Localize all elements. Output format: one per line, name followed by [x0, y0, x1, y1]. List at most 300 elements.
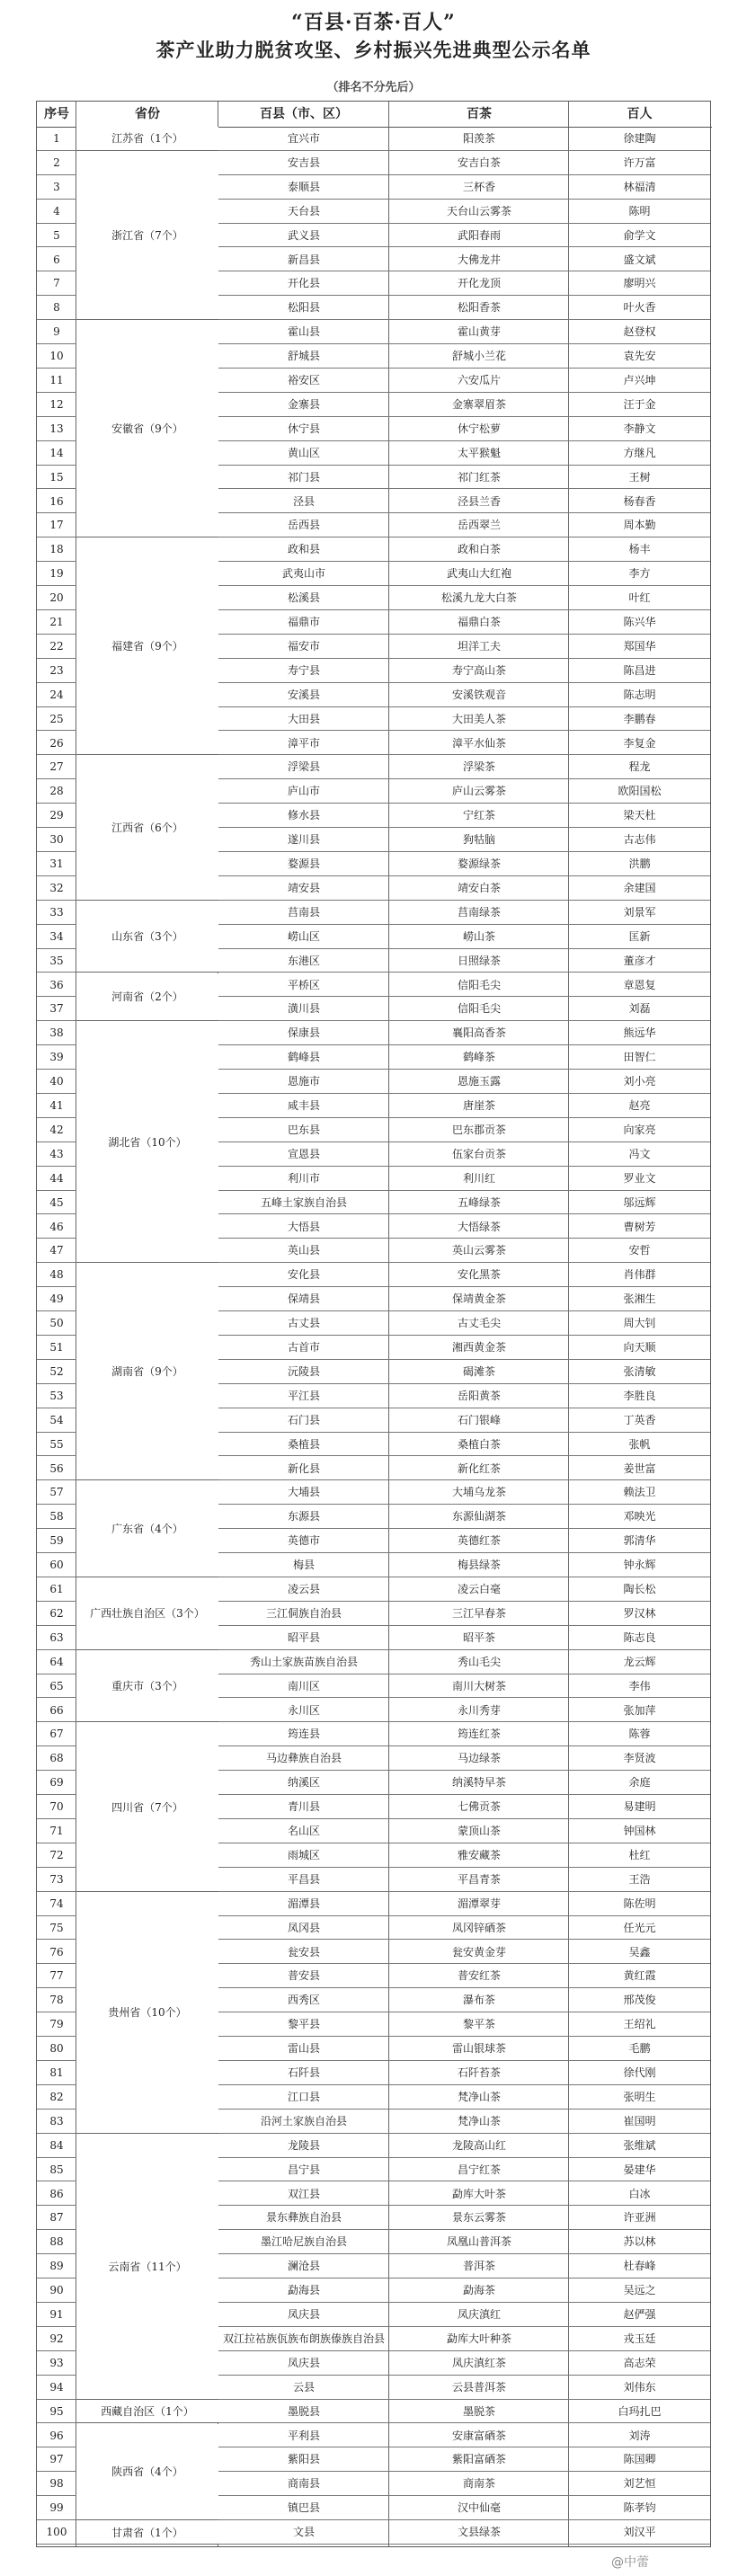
cell-no: 39 — [37, 1045, 76, 1070]
cell-county: 英德市 — [218, 1529, 389, 1553]
cell-county: 宜兴市 — [218, 127, 389, 151]
cell-person: 杜春峰 — [569, 2254, 710, 2278]
cell-tea: 七佛贡茶 — [389, 1795, 569, 1819]
cell-person: 邬远辉 — [569, 1191, 710, 1215]
cell-county: 崂山区 — [218, 925, 389, 949]
cell-tea: 坦洋工夫 — [389, 635, 569, 659]
cell-no: 45 — [37, 1191, 76, 1215]
cell-county: 三江侗族自治县 — [218, 1602, 389, 1626]
cell-person: 张明生 — [569, 2085, 710, 2110]
cell-no: 70 — [37, 1795, 76, 1819]
cell-county: 宣恩县 — [218, 1142, 389, 1167]
cell-tea: 浮梁茶 — [389, 755, 569, 779]
cell-tea: 雷山银球茶 — [389, 2037, 569, 2061]
cell-person: 邢茂俊 — [569, 1988, 710, 2012]
cell-province: 湖北省（10个） — [76, 1021, 218, 1263]
cell-no: 9 — [37, 320, 76, 344]
cell-no: 89 — [37, 2254, 76, 2278]
cell-no: 77 — [37, 1964, 76, 1988]
cell-tea: 狗牯脑 — [389, 828, 569, 852]
cell-county: 岳西县 — [218, 513, 389, 537]
cell-tea: 普洱茶 — [389, 2254, 569, 2278]
cell-person: 钟永辉 — [569, 1553, 710, 1577]
cell-no: 87 — [37, 2206, 76, 2230]
cell-no: 58 — [37, 1505, 76, 1529]
cell-person: 陶长松 — [569, 1577, 710, 1602]
cell-person: 陈昌进 — [569, 659, 710, 683]
cell-no: 13 — [37, 417, 76, 441]
cell-county: 霍山县 — [218, 320, 389, 344]
cell-person: 杜红 — [569, 1843, 710, 1868]
cell-tea: 政和白茶 — [389, 537, 569, 562]
cell-county: 安吉县 — [218, 151, 389, 175]
cell-province: 重庆市（3个） — [76, 1650, 218, 1723]
cell-tea: 石阡苔茶 — [389, 2061, 569, 2085]
header-tea: 百茶 — [467, 107, 492, 121]
cell-no: 55 — [37, 1433, 76, 1457]
cell-tea: 三江早春茶 — [389, 1602, 569, 1626]
cell-person: 向家亮 — [569, 1118, 710, 1142]
cell-county: 商南县 — [218, 2472, 389, 2496]
cell-county: 文县 — [218, 2520, 389, 2545]
cell-no: 21 — [37, 610, 76, 635]
cell-county: 普安县 — [218, 1964, 389, 1988]
cell-province: 甘肃省（1个） — [76, 2520, 218, 2545]
cell-county: 江口县 — [218, 2085, 389, 2110]
cell-person: 盛文斌 — [569, 248, 710, 272]
cell-county: 墨脱县 — [218, 2400, 389, 2424]
cell-person: 余庭 — [569, 1771, 710, 1795]
cell-no: 81 — [37, 2061, 76, 2085]
cell-person: 罗业文 — [569, 1167, 710, 1191]
cell-no: 38 — [37, 1021, 76, 1045]
cell-tea: 商南茶 — [389, 2472, 569, 2496]
cell-tea: 大佛龙井 — [389, 248, 569, 272]
cell-person: 肖伟群 — [569, 1263, 710, 1287]
cell-person: 戎玉廷 — [569, 2327, 710, 2351]
cell-person: 欧阳国松 — [569, 779, 710, 804]
cell-no: 25 — [37, 707, 76, 732]
cell-person: 吴远之 — [569, 2278, 710, 2303]
cell-person: 丁英香 — [569, 1408, 710, 1433]
cell-tea: 松阳香茶 — [389, 296, 569, 320]
cell-county: 沿河土家族自治县 — [218, 2110, 389, 2134]
cell-tea: 岳阳黄茶 — [389, 1384, 569, 1408]
cell-no: 2 — [37, 151, 76, 175]
cell-tea: 阳羡茶 — [389, 127, 569, 151]
cell-no: 4 — [37, 200, 76, 224]
cell-county: 莒南县 — [218, 901, 389, 925]
cell-tea: 永川秀芽 — [389, 1699, 569, 1723]
cell-no: 99 — [37, 2496, 76, 2520]
cell-person: 王绍礼 — [569, 2012, 710, 2037]
cell-tea: 安吉白茶 — [389, 151, 569, 175]
cell-county: 瓮安县 — [218, 1941, 389, 1965]
cell-no: 26 — [37, 732, 76, 756]
cell-province: 福建省（9个） — [76, 537, 218, 755]
cell-tea: 古丈毛尖 — [389, 1311, 569, 1336]
cell-county: 祁门县 — [218, 466, 389, 490]
cell-person: 邓映光 — [569, 1505, 710, 1529]
cell-tea: 桑植白茶 — [389, 1433, 569, 1457]
cell-county: 南川区 — [218, 1674, 389, 1699]
cell-county: 福鼎市 — [218, 610, 389, 635]
cell-county: 大悟县 — [218, 1215, 389, 1239]
cell-no: 67 — [37, 1722, 76, 1746]
cell-person: 熊远华 — [569, 1021, 710, 1045]
cell-tea: 利川红 — [389, 1167, 569, 1191]
cell-tea: 瀑布茶 — [389, 1988, 569, 2012]
cell-county: 凌云县 — [218, 1577, 389, 1602]
cell-tea: 庐山云雾茶 — [389, 779, 569, 804]
cell-tea: 大悟绿茶 — [389, 1215, 569, 1239]
cell-person: 李方 — [569, 562, 710, 586]
cell-person: 刘小亮 — [569, 1070, 710, 1094]
cell-county: 休宁县 — [218, 417, 389, 441]
cell-tea: 普安红茶 — [389, 1964, 569, 1988]
cell-no: 63 — [37, 1626, 76, 1650]
cell-no: 54 — [37, 1408, 76, 1433]
cell-no: 40 — [37, 1070, 76, 1094]
title-line-1: “百县·百茶·百人” — [291, 11, 456, 34]
cell-no: 95 — [37, 2400, 76, 2424]
cell-county: 秀山土家族苗族自治县 — [218, 1650, 389, 1674]
cell-no: 83 — [37, 2110, 76, 2134]
cell-no: 14 — [37, 441, 76, 466]
cell-person: 刘景军 — [569, 901, 710, 925]
cell-no: 68 — [37, 1746, 76, 1771]
cell-county: 石阡县 — [218, 2061, 389, 2085]
cell-tea: 婺源绿茶 — [389, 852, 569, 876]
cell-county: 湄潭县 — [218, 1892, 389, 1916]
cell-tea: 梵净山茶 — [389, 2110, 569, 2134]
cell-person: 赵亮 — [569, 1094, 710, 1118]
cell-county: 武夷山市 — [218, 562, 389, 586]
cell-person: 王浩 — [569, 1868, 710, 1892]
cell-no: 66 — [37, 1699, 76, 1723]
cell-county: 安化县 — [218, 1263, 389, 1287]
cell-person: 徐代刚 — [569, 2061, 710, 2085]
cell-county: 石门县 — [218, 1408, 389, 1433]
cell-tea: 大田美人茶 — [389, 707, 569, 732]
cell-no: 41 — [37, 1094, 76, 1118]
cell-tea: 东源仙湖茶 — [389, 1505, 569, 1529]
cell-no: 3 — [37, 175, 76, 200]
cell-county: 黎平县 — [218, 2012, 389, 2037]
cell-county: 凤庆县 — [218, 2303, 389, 2327]
cell-tea: 恩施玉露 — [389, 1070, 569, 1094]
cell-person: 刘艺恒 — [569, 2472, 710, 2496]
ranking-note: （排名不分先后） — [326, 81, 421, 94]
cell-person: 钟国林 — [569, 1819, 710, 1843]
cell-person: 白玛扎巴 — [569, 2400, 710, 2424]
cell-person: 姜世富 — [569, 1457, 710, 1481]
cell-no: 6 — [37, 248, 76, 272]
cell-no: 33 — [37, 901, 76, 925]
cell-no: 96 — [37, 2424, 76, 2448]
cell-county: 新化县 — [218, 1457, 389, 1481]
cell-tea: 汉中仙毫 — [389, 2496, 569, 2520]
cell-county: 咸丰县 — [218, 1094, 389, 1118]
cell-no: 93 — [37, 2351, 76, 2376]
cell-person: 李贤波 — [569, 1746, 710, 1771]
cell-no: 28 — [37, 779, 76, 804]
cell-tea: 信阳毛尖 — [389, 997, 569, 1021]
cell-no: 46 — [37, 1215, 76, 1239]
cell-county: 婺源县 — [218, 852, 389, 876]
cell-no: 72 — [37, 1843, 76, 1868]
cell-tea: 福鼎白茶 — [389, 610, 569, 635]
cell-tea: 信阳毛尖 — [389, 973, 569, 998]
cell-tea: 宁红茶 — [389, 804, 569, 828]
cell-tea: 休宁松萝 — [389, 417, 569, 441]
cell-no: 18 — [37, 537, 76, 562]
cell-no: 88 — [37, 2230, 76, 2254]
cell-tea: 湘西黄金茶 — [389, 1336, 569, 1360]
cell-no: 49 — [37, 1287, 76, 1311]
cell-no: 50 — [37, 1311, 76, 1336]
cell-person: 郑国华 — [569, 635, 710, 659]
cell-person: 曹树芳 — [569, 1215, 710, 1239]
cell-no: 59 — [37, 1529, 76, 1553]
cell-no: 8 — [37, 296, 76, 320]
cell-county: 武义县 — [218, 224, 389, 248]
cell-person: 卢兴坤 — [569, 369, 710, 393]
cell-person: 晏建华 — [569, 2158, 710, 2182]
cell-person: 徐建陶 — [569, 127, 710, 151]
cell-person: 黄红霞 — [569, 1964, 710, 1988]
cell-tea: 泾县兰香 — [389, 490, 569, 514]
cell-person: 赵俨强 — [569, 2303, 710, 2327]
cell-no: 17 — [37, 513, 76, 537]
cell-no: 91 — [37, 2303, 76, 2327]
cell-tea: 碣滩茶 — [389, 1360, 569, 1384]
cell-tea: 英山云雾茶 — [389, 1239, 569, 1263]
cell-province: 山东省（3个） — [76, 901, 218, 973]
cell-person: 林福清 — [569, 175, 710, 200]
cell-no: 47 — [37, 1239, 76, 1263]
cell-person: 刘伟东 — [569, 2376, 710, 2400]
cell-person: 洪鹏 — [569, 852, 710, 876]
cell-county: 安溪县 — [218, 683, 389, 707]
cell-tea: 天台山云雾茶 — [389, 200, 569, 224]
cell-province: 陕西省（4个） — [76, 2424, 218, 2521]
cell-no: 42 — [37, 1118, 76, 1142]
cell-county: 勐海县 — [218, 2278, 389, 2303]
cell-person: 余建国 — [569, 876, 710, 901]
cell-person: 李鹏春 — [569, 707, 710, 732]
cell-county: 政和县 — [218, 537, 389, 562]
cell-tea: 莒南绿茶 — [389, 901, 569, 925]
cell-no: 52 — [37, 1360, 76, 1384]
cell-province: 广东省（4个） — [76, 1480, 218, 1577]
cell-no: 56 — [37, 1457, 76, 1481]
cell-person: 袁先安 — [569, 344, 710, 369]
cell-province: 贵州省（10个） — [76, 1892, 218, 2134]
cell-tea: 梵净山茶 — [389, 2085, 569, 2110]
cell-tea: 平昌青茶 — [389, 1868, 569, 1892]
cell-person: 陈蓉 — [569, 1722, 710, 1746]
cell-no: 27 — [37, 755, 76, 779]
cell-person: 汪于金 — [569, 393, 710, 417]
cell-tea: 文县绿茶 — [389, 2520, 569, 2545]
cell-tea: 凌云白毫 — [389, 1577, 569, 1602]
cell-no: 23 — [37, 659, 76, 683]
cell-person: 龙云辉 — [569, 1650, 710, 1674]
cell-no: 15 — [37, 466, 76, 490]
cell-tea: 太平猴魁 — [389, 441, 569, 466]
watermark: @中蕾 — [611, 2555, 649, 2570]
cell-person: 俞学文 — [569, 224, 710, 248]
cell-county: 青川县 — [218, 1795, 389, 1819]
cell-no: 32 — [37, 876, 76, 901]
cell-tea: 五峰绿茶 — [389, 1191, 569, 1215]
cell-no: 94 — [37, 2376, 76, 2400]
cell-person: 方继凡 — [569, 441, 710, 466]
cell-tea: 勐库大叶茶 — [389, 2182, 569, 2207]
cell-province: 云南省（11个） — [76, 2134, 218, 2400]
cell-person: 向天顺 — [569, 1336, 710, 1360]
cell-no: 37 — [37, 997, 76, 1021]
cell-tea: 霍山黄芽 — [389, 320, 569, 344]
cell-tea: 祁门红茶 — [389, 466, 569, 490]
cell-county: 纳溪区 — [218, 1771, 389, 1795]
cell-county: 大田县 — [218, 707, 389, 732]
cell-no: 71 — [37, 1819, 76, 1843]
header-person: 百人 — [627, 107, 653, 121]
cell-no: 90 — [37, 2278, 76, 2303]
cell-no: 65 — [37, 1674, 76, 1699]
cell-person: 陈志良 — [569, 1626, 710, 1650]
cell-person: 李伟 — [569, 1674, 710, 1699]
cell-tea: 三杯香 — [389, 175, 569, 200]
cell-county: 利川市 — [218, 1167, 389, 1191]
cell-person: 冯文 — [569, 1142, 710, 1167]
cell-tea: 大埔乌龙茶 — [389, 1480, 569, 1505]
cell-person: 白冰 — [569, 2182, 710, 2207]
cell-no: 36 — [37, 973, 76, 998]
cell-county: 名山区 — [218, 1819, 389, 1843]
cell-county: 大埔县 — [218, 1480, 389, 1505]
cell-tea: 安溪铁观音 — [389, 683, 569, 707]
cell-no: 69 — [37, 1771, 76, 1795]
cell-no: 62 — [37, 1602, 76, 1626]
cell-tea: 龙陵高山红 — [389, 2134, 569, 2158]
cell-county: 昌宁县 — [218, 2158, 389, 2182]
cell-person: 安哲 — [569, 1239, 710, 1263]
cell-person: 古志伟 — [569, 828, 710, 852]
cell-county: 雨城区 — [218, 1843, 389, 1868]
cell-tea: 武阳春雨 — [389, 224, 569, 248]
cell-county: 遂川县 — [218, 828, 389, 852]
cell-county: 凤庆县 — [218, 2351, 389, 2376]
cell-no: 80 — [37, 2037, 76, 2061]
cell-person: 李静文 — [569, 417, 710, 441]
cell-province: 安徽省（9个） — [76, 320, 218, 537]
cell-person: 王树 — [569, 466, 710, 490]
cell-tea: 昌宁红茶 — [389, 2158, 569, 2182]
cell-tea: 保靖黄金茶 — [389, 1287, 569, 1311]
cell-tea: 武夷山大红袍 — [389, 562, 569, 586]
cell-person: 毛鹏 — [569, 2037, 710, 2061]
cell-county: 双江县 — [218, 2182, 389, 2207]
cell-person: 叶红 — [569, 586, 710, 610]
cell-tea: 靖安白茶 — [389, 876, 569, 901]
cell-no: 7 — [37, 271, 76, 296]
cell-no: 5 — [37, 224, 76, 248]
cell-county: 天台县 — [218, 200, 389, 224]
cell-no: 22 — [37, 635, 76, 659]
cell-no: 1 — [37, 127, 76, 151]
cell-tea: 筠连红茶 — [389, 1722, 569, 1746]
cell-county: 墨江哈尼族自治县 — [218, 2230, 389, 2254]
cell-tea: 南川大树茶 — [389, 1674, 569, 1699]
cell-county: 松阳县 — [218, 296, 389, 320]
cell-person: 田智仁 — [569, 1045, 710, 1070]
cell-tea: 瓮安黄金芽 — [389, 1941, 569, 1965]
table-header — [37, 102, 712, 128]
cell-no: 78 — [37, 1988, 76, 2012]
cell-county: 黄山区 — [218, 441, 389, 466]
award-table — [36, 101, 711, 2547]
cell-person: 刘磊 — [569, 997, 710, 1021]
cell-county: 漳平市 — [218, 732, 389, 756]
cell-no: 98 — [37, 2472, 76, 2496]
cell-person: 苏以林 — [569, 2230, 710, 2254]
cell-tea: 岳西翠兰 — [389, 513, 569, 537]
cell-county: 古丈县 — [218, 1311, 389, 1336]
cell-no: 76 — [37, 1941, 76, 1965]
cell-no: 60 — [37, 1553, 76, 1577]
cell-person: 程龙 — [569, 755, 710, 779]
cell-tea: 紫阳富硒茶 — [389, 2447, 569, 2472]
cell-person: 高志荣 — [569, 2351, 710, 2376]
cell-person: 周大钊 — [569, 1311, 710, 1336]
cell-county: 筠连县 — [218, 1722, 389, 1746]
cell-tea: 崂山茶 — [389, 925, 569, 949]
cell-county: 平桥区 — [218, 973, 389, 998]
cell-no: 75 — [37, 1916, 76, 1941]
cell-no: 43 — [37, 1142, 76, 1167]
cell-person: 郭清华 — [569, 1529, 710, 1553]
cell-tea: 安康富硒茶 — [389, 2424, 569, 2448]
cell-county: 永川区 — [218, 1699, 389, 1723]
cell-county: 东源县 — [218, 1505, 389, 1529]
cell-tea: 秀山毛尖 — [389, 1650, 569, 1674]
cell-county: 保康县 — [218, 1021, 389, 1045]
cell-tea: 梅县绿茶 — [389, 1553, 569, 1577]
cell-tea: 勐海茶 — [389, 2278, 569, 2303]
cell-county: 云县 — [218, 2376, 389, 2400]
cell-tea: 勐库大叶种茶 — [389, 2327, 569, 2351]
cell-person: 刘涛 — [569, 2424, 710, 2448]
cell-county: 澜沧县 — [218, 2254, 389, 2278]
cell-county: 沅陵县 — [218, 1360, 389, 1384]
cell-tea: 开化龙顶 — [389, 271, 569, 296]
cell-county: 五峰土家族自治县 — [218, 1191, 389, 1215]
cell-no: 29 — [37, 804, 76, 828]
cell-tea: 昭平茶 — [389, 1626, 569, 1650]
cell-county: 双江拉祜族佤族布朗族傣族自治县 — [218, 2327, 389, 2351]
cell-no: 44 — [37, 1167, 76, 1191]
cell-person: 陈孝钧 — [569, 2496, 710, 2520]
cell-no: 31 — [37, 852, 76, 876]
cell-county: 靖安县 — [218, 876, 389, 901]
cell-tea: 英德红茶 — [389, 1529, 569, 1553]
cell-no: 19 — [37, 562, 76, 586]
cell-no: 12 — [37, 393, 76, 417]
cell-county: 凤冈县 — [218, 1916, 389, 1941]
